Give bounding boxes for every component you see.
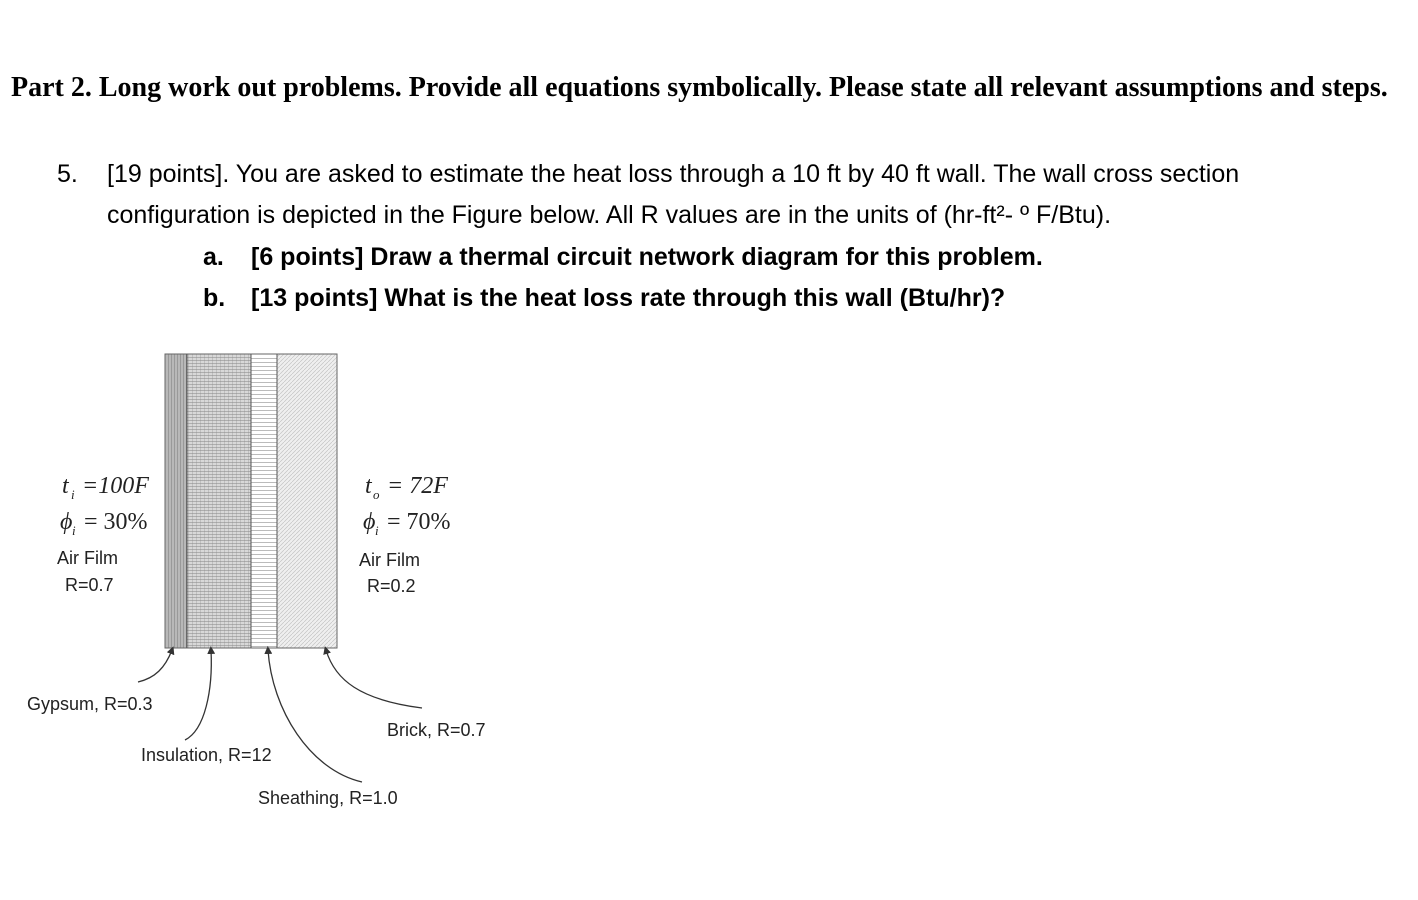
inside-air-film-label: Air Film xyxy=(57,548,118,568)
outside-air-film-r: R=0.2 xyxy=(367,576,416,596)
outside-rh-value: = 70% xyxy=(387,509,451,535)
subquestion-a-marker: a. xyxy=(203,243,224,271)
outside-air-film-label: Air Film xyxy=(359,550,420,570)
outside-temp-symbol: t xyxy=(365,473,372,499)
brick-layer xyxy=(277,354,337,648)
inside-temp-symbol: t xyxy=(62,473,69,499)
insulation-label: Insulation, R=12 xyxy=(141,745,272,765)
outside-temp-value: = 72F xyxy=(387,473,448,499)
brick-leader xyxy=(326,650,422,708)
insulation-leader xyxy=(185,650,211,740)
outside-temp-subscript: o xyxy=(373,487,380,502)
inside-temp-value: =100F xyxy=(82,473,149,499)
inside-rh-subscript: i xyxy=(72,523,76,538)
gypsum-label: Gypsum, R=0.3 xyxy=(27,694,153,714)
inside-temp-subscript: i xyxy=(71,487,75,502)
sheathing-layer xyxy=(251,354,277,648)
question-line-1: [19 points]. You are asked to estimate the heat loss through a 10 ft by 40 ft wall. The wall cross section xyxy=(107,160,1240,188)
question-number: 5. xyxy=(57,160,78,188)
brick-label: Brick, R=0.7 xyxy=(387,720,486,740)
subquestion-b-text: [13 points] What is the heat loss rate through this wall (Btu/hr)? xyxy=(251,284,1006,312)
sheathing-leader xyxy=(268,650,362,782)
inside-rh-symbol: ϕ xyxy=(60,509,73,535)
sheathing-label: Sheathing, R=1.0 xyxy=(258,788,398,808)
subquestion-a-text: [6 points] Draw a thermal circuit network diagram for this problem. xyxy=(251,243,1043,271)
subquestion-b-marker: b. xyxy=(203,284,226,312)
insulation-layer xyxy=(187,354,251,648)
inside-air-film-r: R=0.7 xyxy=(65,575,114,595)
part-heading: Part 2. Long work out problems. Provide all equations symbolically. Please state all relevant assumptions and steps. xyxy=(11,72,1388,103)
inside-rh-value: = 30% xyxy=(84,509,148,535)
wall-cross-section-figure xyxy=(0,330,520,830)
outside-rh-symbol: ϕ xyxy=(363,509,376,535)
gypsum-leader xyxy=(138,650,172,682)
outside-rh-subscript: i xyxy=(375,523,379,538)
question-line-2: configuration is depicted in the Figure below. All R values are in the units of (hr-ft²- º F/Btu). xyxy=(107,201,1112,229)
gypsum-layer xyxy=(165,354,187,648)
